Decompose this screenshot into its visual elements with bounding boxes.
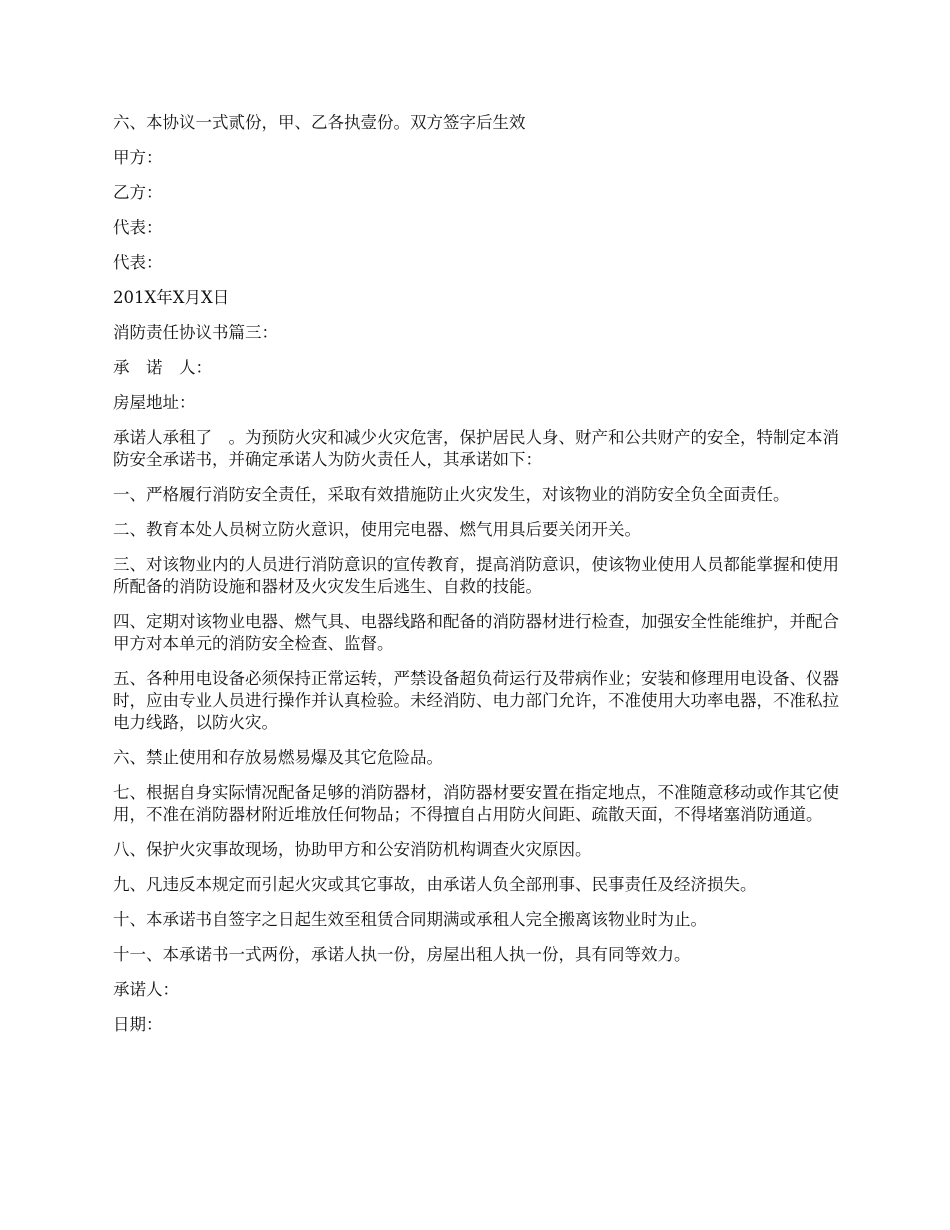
- paragraph-intro: 承诺人承租了 。为预防火灾和减少火灾危害，保护居民人身、财产和公共财产的安全，特制定本消防安全承诺书，并确定承诺人为防火责任人，其承诺如下：: [113, 428, 839, 469]
- paragraph-clause-7: 七、根据自身实际情况配备足够的消防器材，消防器材要安置在指定地点，不准随意移动或作其它使用，不准在消防器材附近堆放任何物品；不得擅自占用防火间距、疏散天面，不得堵塞消防通道。: [113, 783, 839, 824]
- paragraph-clause-11: 十一、本承诺书一式两份，承诺人执一份，房屋出租人执一份，具有同等效力。: [113, 945, 691, 964]
- paragraph-representative-1: 代表：: [113, 218, 163, 237]
- paragraph-representative-2: 代表：: [113, 253, 163, 272]
- paragraph-signature: 承诺人：: [113, 980, 179, 999]
- section-title: 消防责任协议书篇三：: [113, 323, 278, 342]
- paragraph-clause-4: 四、定期对该物业电器、燃气具、电器线路和配备的消防器材进行检查，加强安全性能维护，并配合甲方对本单元的消防安全检查、监督。: [113, 612, 839, 653]
- paragraph-clause-10: 十、本承诺书自签字之日起生效至租赁合同期满或承租人完全搬离该物业时为止。: [113, 910, 707, 929]
- paragraph-party-a: 甲方：: [113, 148, 163, 167]
- paragraph-clause-2: 二、教育本处人员树立防火意识，使用完电器、燃气用具后要关闭开关。: [113, 520, 641, 539]
- paragraph-promisor: 承 诺 人：: [113, 358, 212, 377]
- paragraph-house-address: 房屋地址：: [113, 393, 196, 412]
- paragraph-clause-8: 八、保护火灾事故现场，协助甲方和公安消防机构调查火灾原因。: [113, 840, 592, 859]
- paragraph-date: 201X年X月X日: [113, 288, 230, 307]
- paragraph-sign-date: 日期：: [113, 1015, 163, 1034]
- paragraph-clause-6: 六、禁止使用和存放易燃易爆及其它危险品。: [113, 748, 443, 767]
- paragraph-party-b: 乙方：: [113, 183, 163, 202]
- paragraph-clause-1: 一、严格履行消防安全责任，采取有效措施防止火灾发生，对该物业的消防安全负全面责任。: [113, 485, 790, 504]
- paragraph-agreement-copies: 六、本协议一式贰份，甲、乙各执壹份。双方签字后生效: [113, 113, 526, 132]
- document-body: [113, 112, 848, 1049]
- paragraph-clause-5: 五、各种用电设备必须保持正常运转，严禁设备超负荷运行及带病作业；安装和修理用电设备、仪器时，应由专业人员进行操作并认真检验。未经消防、电力部门允许，不准使用大功率电器，不准私拉电力线路，以防火灾。: [113, 669, 839, 732]
- paragraph-clause-9: 九、凡违反本规定而引起火灾或其它事故，由承诺人负全部刑事、民事责任及经济损失。: [113, 875, 757, 894]
- paragraph-clause-3: 三、对该物业内的人员进行消防意识的宣传教育，提高消防意识，使该物业使用人员都能掌握和使用所配备的消防设施和器材及火灾发生后逃生、自救的技能。: [113, 555, 839, 596]
